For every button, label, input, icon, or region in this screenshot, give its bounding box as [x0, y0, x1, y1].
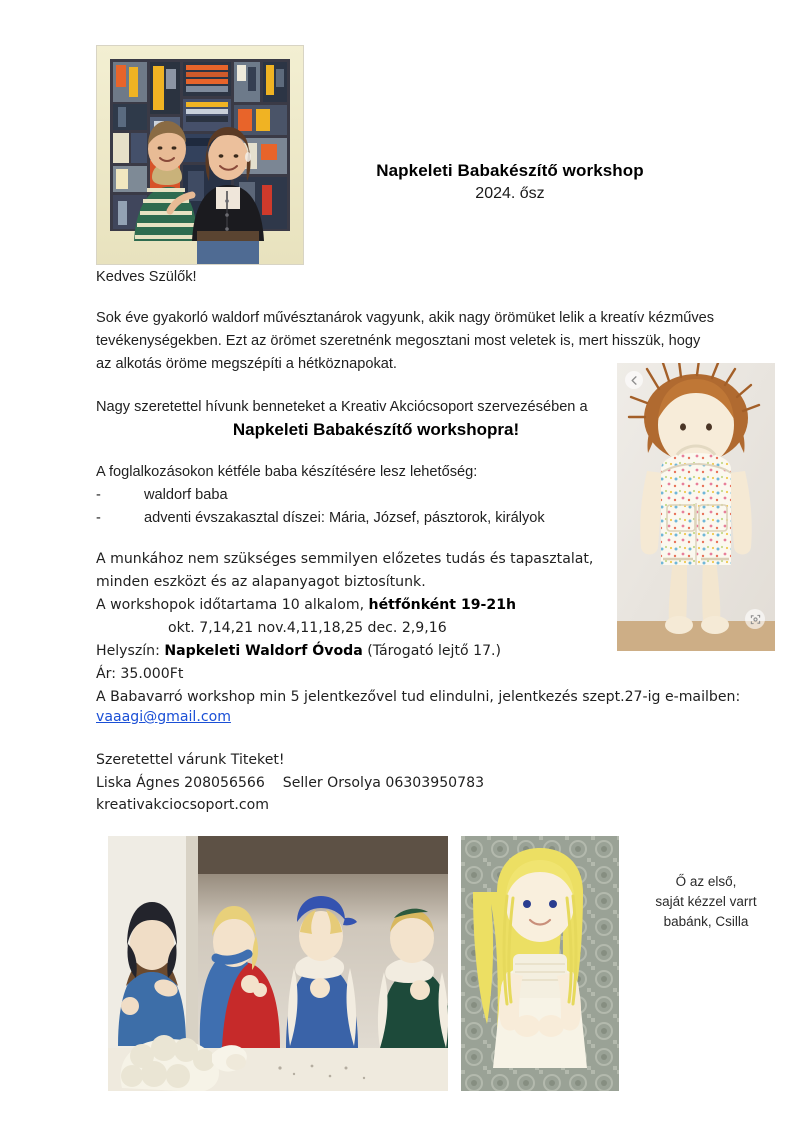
venue-line [96, 640, 626, 663]
invitation-headline: Napkeleti Babakészítő workshopra! [232, 420, 520, 439]
schedule-line [96, 594, 626, 617]
greeting-text: Kedves Szülők! [96, 269, 197, 285]
bullet-marker: - [96, 510, 101, 526]
website-line: kreativakciocsoport.com [96, 797, 270, 813]
schedule-time: hétfőnként 19-21h [368, 597, 517, 613]
list-item [96, 507, 656, 530]
list-item [96, 484, 656, 507]
list-item-label: adventi évszakasztal díszei: Mária, József, pásztorok, királyok [144, 510, 545, 526]
closing-line: Szeretettel várunk Titeket! [96, 752, 285, 768]
photo-nativity-figures [108, 836, 448, 1091]
email-link[interactable]: vaaagi@gmail.com [96, 709, 231, 725]
list-item-label: waldorf baba [144, 487, 228, 503]
dates-line: okt. 7,14,21 nov.4,11,18,25 dec. 2,9,16 [168, 620, 447, 636]
options-lead-text: A foglalkozásokon kétféle baba készítésére lesz lehetőség: [96, 464, 478, 480]
photo-blonde-doll [461, 836, 619, 1091]
image-lens-icon[interactable] [745, 609, 765, 629]
chevron-left-icon[interactable] [625, 371, 643, 389]
venue-name: Napkeleti Waldorf Óvoda [164, 643, 363, 659]
caption-line-3: babánk, Csilla [663, 914, 749, 929]
photo-waldorf-doll [617, 363, 775, 651]
poster-title-block [330, 160, 690, 206]
intro-paragraph: Sok éve gyakorló waldorf művésztanárok vagyunk, akik nagy örömüket lelik a kreatív kézműves tevékenységekben. Ezt az örömet szeretnénk megosztani most veletek is, mert hisszük, hogy az alkotás öröme megszépíti a hétköznapokat. [96, 310, 715, 372]
page-subtitle: 2024. ősz [475, 185, 545, 202]
requirements-paragraph: A munkához nem szükséges semmilyen előzetes tudás és tapasztalat, minden eszközt és az alapanyagot biztosítunk. [96, 551, 594, 590]
caption-line-2: saját kézzel varrt [655, 894, 757, 909]
photo-two-women [96, 45, 304, 265]
signup-conditions-line: A Babavarró workshop min 5 jelentkezővel tud elindulni, jelentkezés szept.27-ig e-mailben: [96, 689, 741, 705]
photo-caption [627, 872, 785, 932]
page-title: Napkeleti Babakészítő workshop [376, 161, 644, 180]
bullet-marker: - [96, 487, 101, 503]
venue-prefix: Helyszín: [96, 643, 165, 659]
invitation-line: Nagy szeretettel hívunk benneteket a Kreativ Akciócsoport szervezésében a [96, 399, 588, 415]
venue-address: (Tárogató lejtő 17.) [362, 643, 502, 659]
caption-line-1: Ő az első, [675, 874, 737, 889]
price-line: Ár: 35.000Ft [96, 666, 184, 682]
email-line [96, 706, 231, 729]
schedule-prefix: A workshopok időtartama 10 alkalom, [96, 597, 369, 613]
contacts-line: Liska Ágnes 208056566 Seller Orsolya 06303950783 [96, 775, 485, 791]
